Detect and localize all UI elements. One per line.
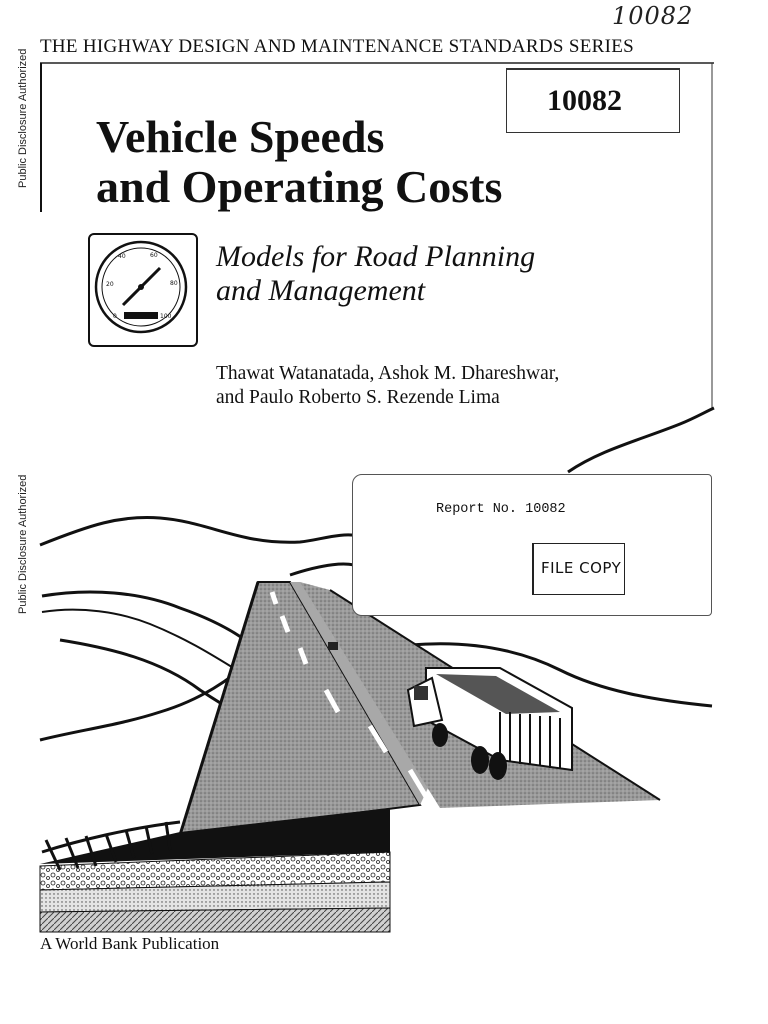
speedometer-tick-80: 80 — [170, 280, 178, 287]
authors-line-1: Thawat Watanatada, Ashok M. Dhareshwar, — [216, 363, 560, 384]
public-disclosure-label-top: Public Disclosure Authorized — [17, 48, 29, 188]
authors-line-2: and Paulo Roberto S. Rezende Lima — [216, 387, 500, 408]
speedometer-tick-60: 60 — [150, 252, 158, 259]
subtitle-line-1: Models for Road Planning — [216, 240, 536, 273]
publisher-line: A World Bank Publication — [40, 934, 220, 953]
speedometer-tick-40: 40 — [118, 253, 126, 260]
report-number: 10082 — [547, 84, 622, 117]
file-copy-stamp: FILE COPY — [541, 559, 622, 577]
title-line-2: and Operating Costs — [96, 161, 503, 212]
speedometer-tick-100: 100 — [160, 313, 172, 320]
speedometer-tick-20: 20 — [106, 281, 114, 288]
series-title: THE HIGHWAY DESIGN AND MAINTENANCE STANDARDS SERIES — [40, 36, 634, 57]
title-line-1: Vehicle Speeds — [96, 111, 385, 162]
handwritten-note: 10082 — [612, 2, 694, 30]
subtitle-line-2: and Management — [216, 274, 426, 307]
speedometer-tick-0: 0 — [113, 313, 117, 320]
public-disclosure-label-bottom: Public Disclosure Authorized — [17, 474, 29, 614]
stamp-report-number: Report No. 10082 — [436, 502, 566, 517]
